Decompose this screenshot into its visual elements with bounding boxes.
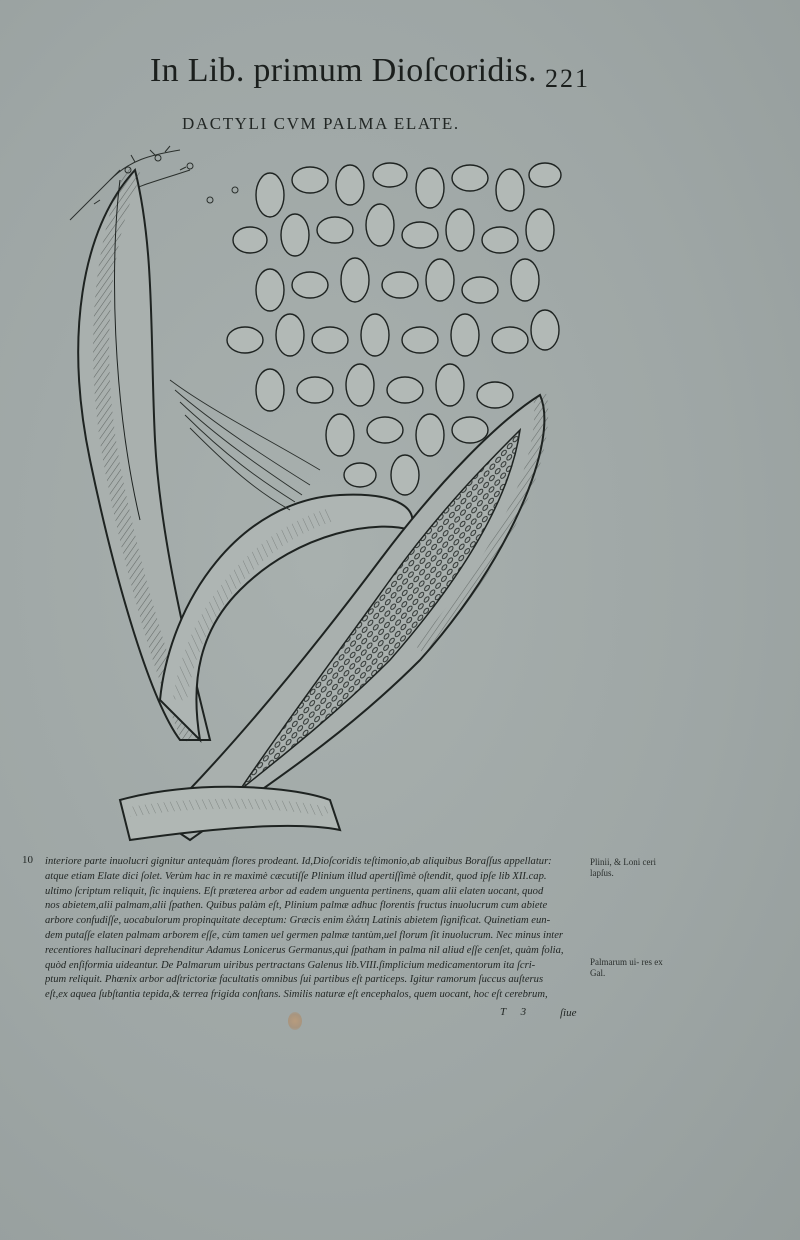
text-line: recentiores hallucinari deprehenditur Adamus Lonicerus Germanus,qui ſpatham in palma nil aliud eſſe cenſet, quàm folia, <box>45 944 564 956</box>
catchword: ſiue <box>560 1007 577 1019</box>
seed-interior <box>240 430 520 790</box>
running-title: In Lib. primum Dioſcoridis. <box>150 52 537 89</box>
text-line: eſt,ex aquea ſubſtantia tepida,& terrea frigida conſtans. Similis naturæ eſt encephalos, quem uocant, hoc eſt cerebrum, <box>45 989 548 1001</box>
text-line: ultimo ſcriptum reliquit, ſic inquiens. Eſt præterea arbor ad eadem unguenta pertinens, quam alii elaten uocant, quod <box>45 885 544 897</box>
paper-stain <box>288 1012 302 1030</box>
strands <box>170 380 320 510</box>
page-number: 221 <box>545 64 590 93</box>
commentary-text <box>45 855 585 1003</box>
text-line: arbore confudiſſe, uocabulorum propinquitate deceptum: Græcis enim ἐλάτη Latinis abietem ſignificat. Quinetiam eun- <box>45 915 551 927</box>
signature-mark: T 3 <box>500 1006 533 1018</box>
text-line: nos abietem,alii palmam,alii ſpathen. Quibus palàm eſt, Plinium palmæ adhuc florentis fructus inuolucrum cum abiete <box>45 900 548 912</box>
margin-note: Plinii, & Loni ceri lapſus. <box>590 857 656 878</box>
text-line: interiore parte inuolucri gignitur antequàm flores prodeant. Id,Dioſcoridis teſtimonio,ab aliquibus Boraſſus appellatur: <box>45 856 552 867</box>
plate-title: DACTYLI CVM PALMA ELATE. <box>182 114 460 133</box>
text-line: atque etiam Elate dici ſolet. Verùm hac in re maximè cæcutiſſe Plinium illud apertiſſimè oſtendit, quod ipſe lib XII.cap. <box>45 870 547 882</box>
margin-note: Palmarum ui- res ex Gal. <box>590 957 663 978</box>
text-line: ptum reliquit. Phœnix arbor adſtrictoriæ facultatis omnibus ſui partibus eſt particeps. Igitur ramorum ſuccus auſterus <box>45 974 544 986</box>
palm-illustration <box>40 140 580 852</box>
text-line: dem putaſſe elaten palmam arborem eſſe, cùm tamen uel germen palmæ tantùm,uel florum ſit inuolucrum. Nec minus inter <box>45 929 564 941</box>
text-line: quòd enſiformia uideantur. De Palmarum uiribus pertractans Galenus lib.VIII.ſimplicium medicamentorum ita ſcri- <box>45 959 536 971</box>
line-marker: 10 <box>22 854 33 866</box>
flower-sprigs <box>70 146 238 220</box>
